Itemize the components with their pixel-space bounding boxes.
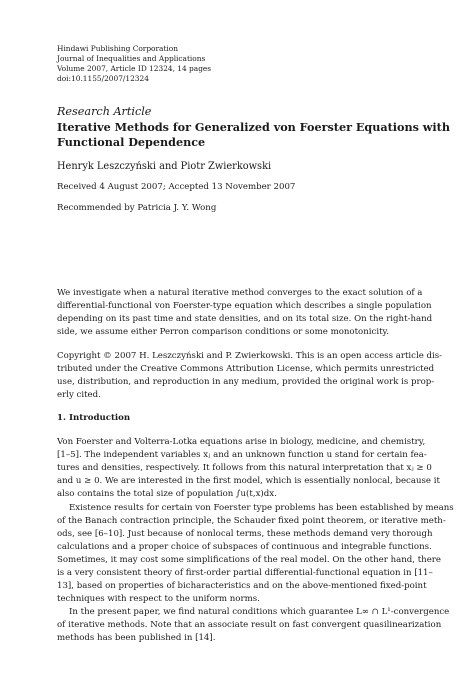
publisher-name: Hindawi Publishing Corporation bbox=[57, 44, 178, 53]
copyright-line: Copyright © 2007 H. Leszczyński and P. Zwierkowski. This is an open access article dis- bbox=[57, 351, 443, 361]
body-line: Sometimes, it may cost some simplifications of the real model. On the other hand, there bbox=[57, 554, 441, 565]
body-line: calculations and a proper choice of subspaces of continuous and integrable functions. bbox=[57, 541, 432, 552]
received-accepted-dates: Received 4 August 2007; Accepted 13 November 2007 bbox=[57, 182, 296, 192]
body-line: also contains the total size of population ∫u(t,x)dx. bbox=[57, 489, 277, 500]
abstract-line: depending on its past time and state densities, and on its total size. On the right-hand bbox=[57, 314, 433, 325]
abstract-line: differential-functional von Foerster-type equation which describes a single population bbox=[57, 301, 432, 312]
intro-paragraph-3 bbox=[57, 606, 450, 645]
body-line: Von Foerster and Volterra-Lotka equations arise in biology, medicine, and chemistry, bbox=[57, 437, 426, 447]
abstract-line: side, we assume either Perron comparison conditions or some monotonicity. bbox=[57, 327, 389, 338]
title-line: Iterative Methods for Generalized von Foerster Equations with bbox=[57, 120, 450, 134]
abstract bbox=[57, 287, 433, 339]
body-line: is a very consistent theory of first-order partial differential-functional equation in [11– bbox=[57, 567, 433, 578]
journal-name: Journal of Inequalities and Applications bbox=[57, 53, 206, 63]
intro-paragraph-2 bbox=[57, 502, 454, 607]
body-line: 13], based on properties of bicharacteristics and on the above-mentioned fixed-point bbox=[57, 581, 427, 592]
body-line: of the Banach contraction principle, the Schauder fixed point theorem, or iterative meth- bbox=[57, 515, 446, 526]
body-line: In the present paper, we find natural conditions which guarantee L∞ ∩ L¹-convergence bbox=[69, 607, 450, 618]
journal-header bbox=[57, 44, 437, 84]
body-line: tures and densities, respectively. It follows from this natural interpretation that xⱼ ≥ 0 bbox=[57, 463, 432, 474]
recommended-by: Recommended by Patricia J. Y. Wong bbox=[57, 203, 217, 213]
body-line: and u ≥ 0. We are interested in the first model, which is essentially nonlocal, because it bbox=[57, 476, 440, 487]
volume-info: Volume 2007, Article ID 12324, 14 pages bbox=[57, 63, 212, 73]
intro-paragraph-1 bbox=[57, 436, 440, 501]
article-title bbox=[57, 120, 450, 149]
article-type: Research Article bbox=[57, 105, 152, 118]
body-line: techniques with respect to the uniform norms. bbox=[57, 594, 260, 605]
body-line: methods has been published in [14]. bbox=[57, 633, 216, 644]
copyright-line: erly cited. bbox=[57, 390, 101, 401]
body-line: of iterative methods. Note that an associate result on fast convergent quasilinearization bbox=[57, 620, 442, 631]
doi: doi:10.1155/2007/12324 bbox=[57, 73, 149, 83]
body-line: ods, see [6–10]. Just because of nonlocal terms, these methods demand very thorough bbox=[57, 528, 433, 539]
copyright-line: tributed under the Creative Commons Attribution License, which permits unrestricted bbox=[57, 364, 435, 375]
copyright-notice bbox=[57, 350, 443, 402]
body-line: Existence results for certain von Foerster type problems has been established by means bbox=[69, 502, 454, 513]
title-line: Functional Dependence bbox=[57, 134, 206, 149]
body-line: [1–5]. The independent variables xⱼ and an unknown function u stand for certain fea- bbox=[57, 450, 427, 461]
copyright-line: use, distribution, and reproduction in any medium, provided the original work is prop- bbox=[57, 377, 435, 388]
section-heading: 1. Introduction bbox=[57, 413, 131, 423]
authors: Henryk Leszczyński and Piotr Zwierkowski bbox=[57, 161, 272, 172]
abstract-line: We investigate when a natural iterative method converges to the exact solution of a bbox=[57, 288, 423, 298]
